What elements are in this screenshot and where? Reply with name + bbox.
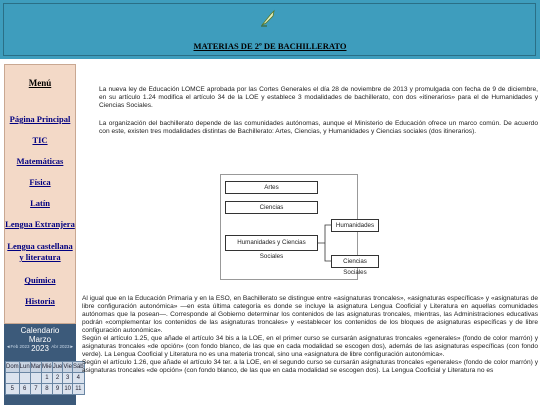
sidebar-item-fisica[interactable]: Física <box>29 177 51 187</box>
calendar-day-empty <box>30 373 41 384</box>
calendar-prev-link[interactable]: ◄Feb 2023 <box>6 344 30 349</box>
weekday-label: Lun <box>19 362 30 373</box>
calendar-widget <box>4 324 84 405</box>
calendar-day[interactable]: 8 <box>42 384 53 395</box>
sidebar-item-quimica[interactable]: Química <box>24 275 56 285</box>
calendar-day[interactable]: 11 <box>72 384 84 395</box>
sidebar-item-matematicas[interactable]: Matemáticas <box>16 156 64 166</box>
first-course-paragraph: Según el artículo 1.25, que añade el artículo 34 bis a la LOE, en el primer curso se cursarán asignaturas troncales «generales» (fondo de color marrón) y asignaturas troncales «de opción» (con fondo blanco, de las que en cada modalidad se escogen dos), además de las asignaturas específicas (con fondo verde). La Lengua Cooficial y Literatura no es una materia troncal, sino una «asignatura de libre configuración autonómica». <box>82 335 538 358</box>
calendar-day[interactable]: 5 <box>6 384 20 395</box>
intro-paragraph: La nueva ley de Educación LOMCE aprobada por las Cortes Generales el día 28 de noviembre de 2013 y promulgada con fecha de 9 de diciembre, en su artículo 1.24 modifica el artículo 34 de la LOE y establece 3 modalidades de bachillerato, con dos «itinerarios» para el de Humanidades y Ciencias Sociales. <box>99 86 538 109</box>
box-artes: Artes <box>225 181 318 194</box>
sidebar-menu <box>4 64 76 324</box>
calendar-day[interactable]: 2 <box>52 373 63 384</box>
box-ciencias-sociales: Ciencias Sociales <box>331 255 379 268</box>
weekday-label: Jue <box>52 362 63 373</box>
weekday-label: Mar <box>30 362 41 373</box>
weekday-label: Vie <box>63 362 73 373</box>
sidebar-item-historia[interactable]: Historia <box>25 296 55 306</box>
calendar-grid <box>5 361 85 395</box>
calendar-day-empty <box>6 373 20 384</box>
sidebar-item-tic[interactable]: TIC <box>32 135 48 145</box>
calendar-title: Calendario <box>20 326 60 335</box>
calendar-day[interactable]: 1 <box>42 373 53 384</box>
weekday-label: Mié <box>42 362 53 373</box>
sidebar-item-lengua-extranjera[interactable]: Lengua Extranjera <box>5 219 75 229</box>
calendar-day[interactable]: 10 <box>63 384 73 395</box>
sidebar-item-lengua-castellana[interactable]: Lengua castellana y literatura <box>7 241 73 262</box>
menu-title: Menú <box>28 78 52 88</box>
calendar-day[interactable]: 9 <box>52 384 63 395</box>
calendar-day[interactable]: 7 <box>30 384 41 395</box>
weekday-label: Dom <box>6 362 20 373</box>
calendar-month: Marzo <box>28 335 52 344</box>
modalities-diagram <box>220 174 375 280</box>
calendar-day[interactable]: 6 <box>19 384 30 395</box>
calendar-day[interactable]: 4 <box>72 373 84 384</box>
calendar-next-link[interactable]: Abr 2023► <box>51 344 74 349</box>
organization-paragraph: La organización del bachillerato depende de las comunidades autónomas, aunque el Ministerio de Educación ofrece un marco común. De acuerdo con este, existen tres modalidades distintas de Bachillerato: Artes, Ciencias, y Humanidades y Ciencias sociales (dos itinerarios). <box>99 120 538 135</box>
site-header <box>0 0 540 59</box>
calendar-day[interactable]: 3 <box>63 373 73 384</box>
calendar-day-empty <box>19 373 30 384</box>
page-title[interactable]: MATERIAS DE 2º DE BACHILLERATO <box>193 41 347 51</box>
second-course-paragraph: Según el artículo 1.26, que añade el artículo 34 ter. a la LOE, en el segundo curso se cursarán asignaturas troncales «generales» (fondo de color marrón) y asignaturas troncales «de opción» (con fondo blanco, de las que en cada modalidad se escogen dos). La Lengua Cooficial y Literatura no es <box>82 359 538 374</box>
box-humanidades-ciencias-sociales: Humanidades y Ciencias Sociales <box>225 235 318 251</box>
quill-pen-icon <box>258 8 278 28</box>
sidebar-item-latin[interactable]: Latín <box>30 198 50 208</box>
subjects-text <box>82 295 538 375</box>
subjects-paragraph: Al igual que en la Educación Primaria y en la ESO, en Bachillerato se distingue entre «asignaturas troncales», «asignaturas específicas» y «asignaturas de libre configuración autonómica» —en esta última categoría es donde se incluye la asignatura Lengua Cooficial y Literatura en aquellas comunidades autónomas que la posean—. Corresponde al Gobierno determinar los contenidos de las asignaturas troncales, mientras, las Administraciones educativas podrán «complementar los contenidos de las asignaturas troncales» y «establecer los contenidos de los bloques de asignaturas específicas y de libre configuración autonómica». <box>82 295 538 334</box>
box-ciencias: Ciencias <box>225 201 318 214</box>
weekday-label: Sáb <box>72 362 84 373</box>
calendar-year: 2023 <box>31 344 49 353</box>
main-content <box>82 86 538 146</box>
sidebar-item-pagina-principal[interactable]: Página Principal <box>9 114 71 124</box>
box-humanidades: Humanidades <box>331 219 379 232</box>
